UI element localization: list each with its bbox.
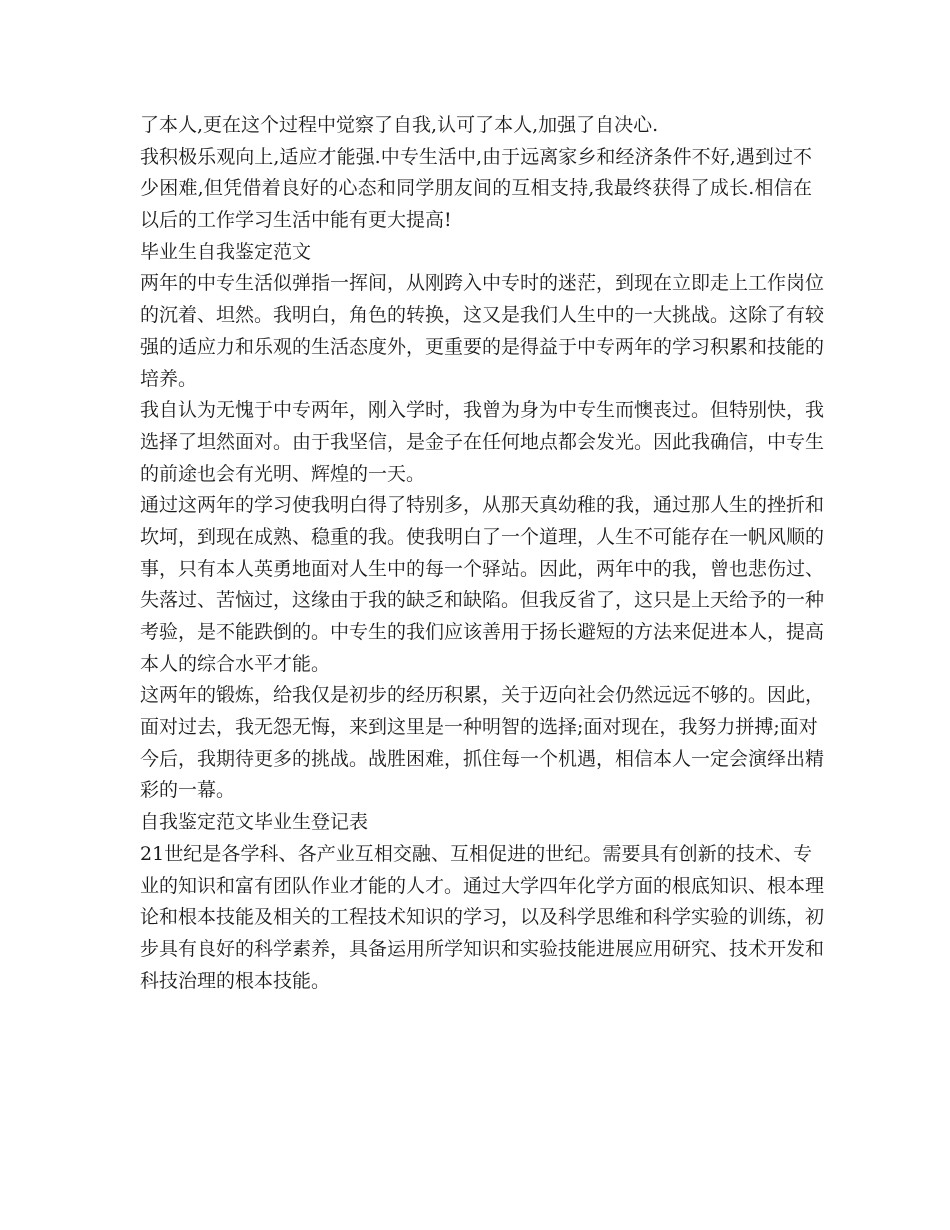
text-line: 两年的中专生活似弹指一挥间，从刚跨入中专时的迷茫，到现在立即走上工作岗位 bbox=[140, 272, 825, 295]
text-line: 论和根本技能及相关的工程技术知识的学习，以及科学思维和科学实验的训练，初 bbox=[140, 906, 825, 929]
text-line: 步具有良好的科学素养，具备运用所学知识和实验技能进展应用研究、技术开发和 bbox=[140, 937, 825, 960]
text-line: 21世纪是各学科、各产业互相交融、互相促进的世纪。需要具有创新的技术、专 bbox=[140, 842, 812, 865]
document-body bbox=[140, 110, 825, 997]
text-line: 的前途也会有光明、辉煌的一天。 bbox=[140, 462, 426, 485]
text-line: 少困难,但凭借着良好的心态和同学朋友间的互相支持,我最终获得了成长.相信在 bbox=[140, 177, 812, 200]
text-line: 通过这两年的学习使我明白得了特别多，从那天真幼稚的我，通过那人生的挫折和 bbox=[140, 494, 825, 517]
text-line: 了本人,更在这个过程中觉察了自我,认可了本人,加强了自决心. bbox=[140, 114, 659, 136]
text-line: 强的适应力和乐观的生活态度外，更重要的是得益于中专两年的学习积累和技能的 bbox=[140, 335, 825, 358]
text-line: 科技治理的根本技能。 bbox=[140, 969, 331, 992]
text-line: 面对过去，我无怨无悔，来到这里是一种明智的选择;面对现在，我努力拼搏;面对 bbox=[140, 716, 818, 739]
text-line: 失落过、苦恼过，这缘由于我的缺乏和缺陷。但我反省了，这只是上天给予的一种 bbox=[140, 589, 825, 612]
text-line: 以后的工作学习生活中能有更大提高! bbox=[140, 209, 452, 232]
text-line: 这两年的锻炼，给我仅是初步的经历积累，关于迈向社会仍然远远不够的。因此， bbox=[140, 684, 825, 707]
text-line: 选择了坦然面对。由于我坚信，是金子在任何地点都会发光。因此我确信，中专生 bbox=[140, 430, 825, 453]
text-line: 的沉着、坦然。我明白，角色的转换，这又是我们人生中的一大挑战。这除了有较 bbox=[140, 304, 825, 327]
text-line: 业的知识和富有团队作业才能的人才。通过大学四年化学方面的根底知识、根本理 bbox=[140, 874, 825, 897]
text-line: 我积极乐观向上,适应才能强.中专生活中,由于远离家乡和经济条件不好,遇到过不 bbox=[140, 145, 812, 168]
text-line: 考验，是不能跌倒的。中专生的我们应该善用于扬长避短的方法来促进本人，提高 bbox=[140, 621, 825, 643]
text-line: 坎坷，到现在成熟、稳重的我。使我明白了一个道理，人生不可能存在一帆风顺的 bbox=[140, 525, 825, 548]
text-line: 我自认为无愧于中专两年，刚入学时，我曾为身为中专生而懊丧过。但特别快，我 bbox=[140, 399, 825, 422]
text-line: 毕业生自我鉴定范文 bbox=[140, 240, 312, 263]
text-line: 本人的综合水平才能。 bbox=[140, 652, 331, 675]
text-line: 彩的一幕。 bbox=[140, 779, 236, 802]
text-line: 自我鉴定范文毕业生登记表 bbox=[140, 811, 369, 834]
text-line: 今后，我期待更多的挑战。战胜困难，抓住每一个机遇，相信本人一定会演绎出精 bbox=[140, 747, 825, 770]
text-line: 事，只有本人英勇地面对人生中的每一个驿站。因此，两年中的我，曾也悲伤过、 bbox=[140, 557, 825, 580]
text-line: 培养。 bbox=[140, 367, 198, 390]
